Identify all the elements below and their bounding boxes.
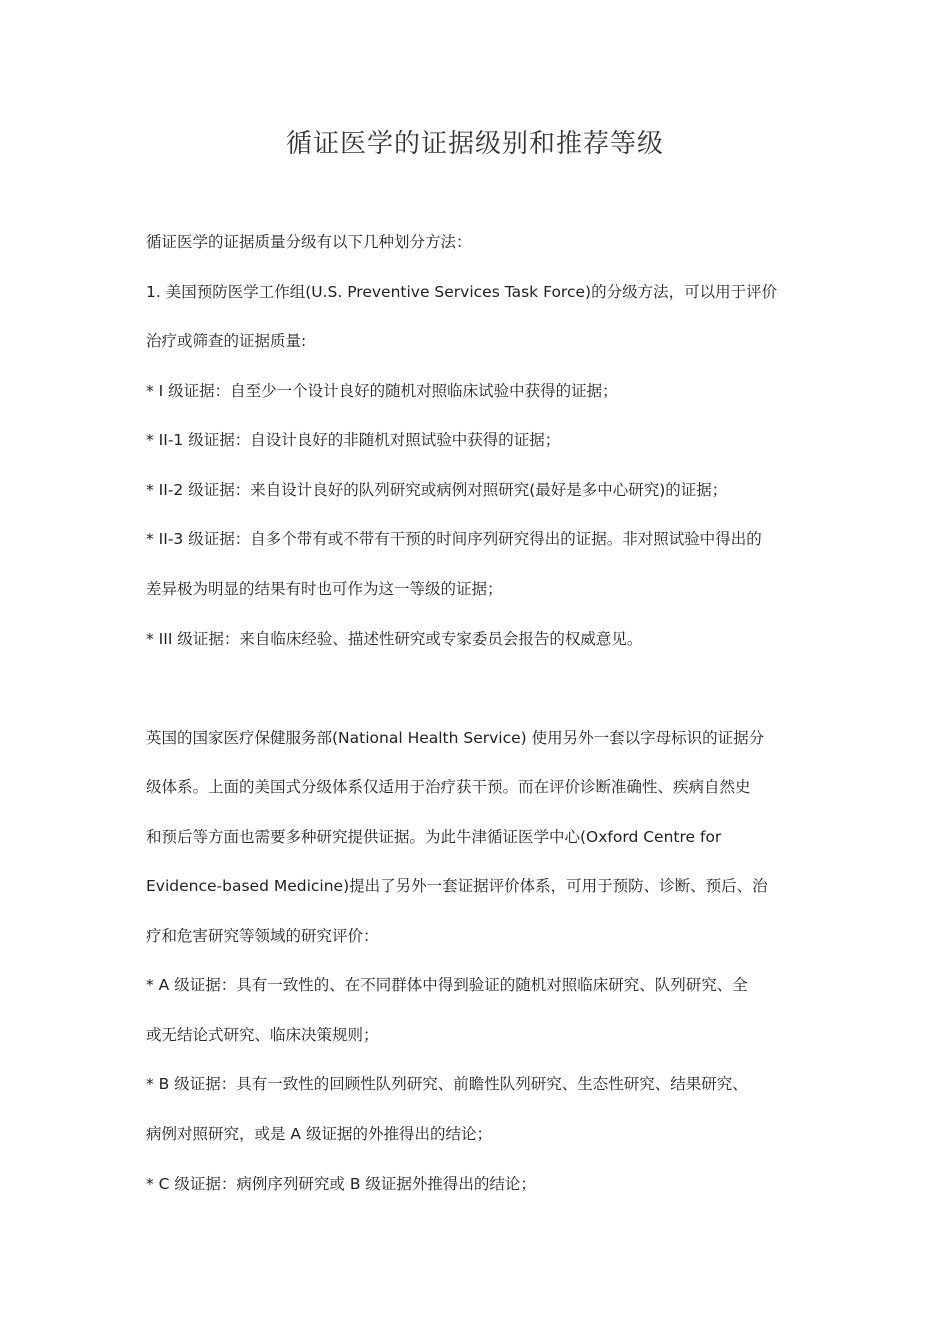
uspstf-heading-line-1: 1. 美国预防医学工作组(U.S. Preventive Services Task Force)的分级方法，可以用于评价 xyxy=(146,283,778,301)
nhs-paragraph-line-1: 英国的国家医疗保健服务部(National Health Service) 使用另外一套以字母标识的证据分 xyxy=(146,729,765,747)
page-title: 循证医学的证据级别和推荐等级 xyxy=(285,129,664,159)
nhs-paragraph-line-3: 和预后等方面也需要多种研究提供证据。为此牛津循证医学中心(Oxford Centre for xyxy=(146,828,722,846)
level-iii-item: * III 级证据：来自临床经验、描述性研究或专家委员会报告的权威意见。 xyxy=(146,630,643,648)
level-ii-3-item-line-2: 差异极为明显的结果有时也可作为这一等级的证据； xyxy=(146,580,503,598)
nhs-paragraph-line-4: Evidence-based Medicine)提出了另外一套证据评价体系，可用于预防、诊断、预后、治 xyxy=(146,877,768,895)
nhs-paragraph-line-5: 疗和危害研究等领域的研究评价： xyxy=(146,927,379,945)
uspstf-heading-line-2: 治疗或筛查的证据质量: xyxy=(146,332,307,350)
intro-line: 循证医学的证据质量分级有以下几种划分方法： xyxy=(146,233,472,251)
level-b-item-line-2: 病例对照研究，或是 A 级证据的外推得出的结论； xyxy=(146,1125,492,1143)
level-i-item: * I 级证据：自至少一个设计良好的随机对照临床试验中获得的证据； xyxy=(146,382,618,400)
level-a-item-line-1: * A 级证据：具有一致性的、在不同群体中得到验证的随机对照临床研究、队列研究、全 xyxy=(146,976,748,994)
level-ii-1-item: * II-1 级证据：自设计良好的非随机对照试验中获得的证据； xyxy=(146,431,561,449)
level-b-item-line-1: * B 级证据：具有一致性的回顾性队列研究、前瞻性队列研究、生态性研究、结果研究、 xyxy=(146,1075,748,1093)
level-a-item-line-2: 或无结论式研究、临床决策规则； xyxy=(146,1026,379,1044)
nhs-paragraph-line-2: 级体系。上面的美国式分级体系仅适用于治疗获干预。而在评价诊断准确性、疾病自然史 xyxy=(146,778,751,796)
level-ii-3-item-line-1: * II-3 级证据：自多个带有或不带有干预的时间序列研究得出的证据。非对照试验中得出的 xyxy=(146,530,762,548)
level-ii-2-item: * II-2 级证据：来自设计良好的队列研究或病例对照研究(最好是多中心研究)的证据； xyxy=(146,481,728,499)
level-c-item: * C 级证据：病例序列研究或 B 级证据外推得出的结论； xyxy=(146,1175,536,1193)
